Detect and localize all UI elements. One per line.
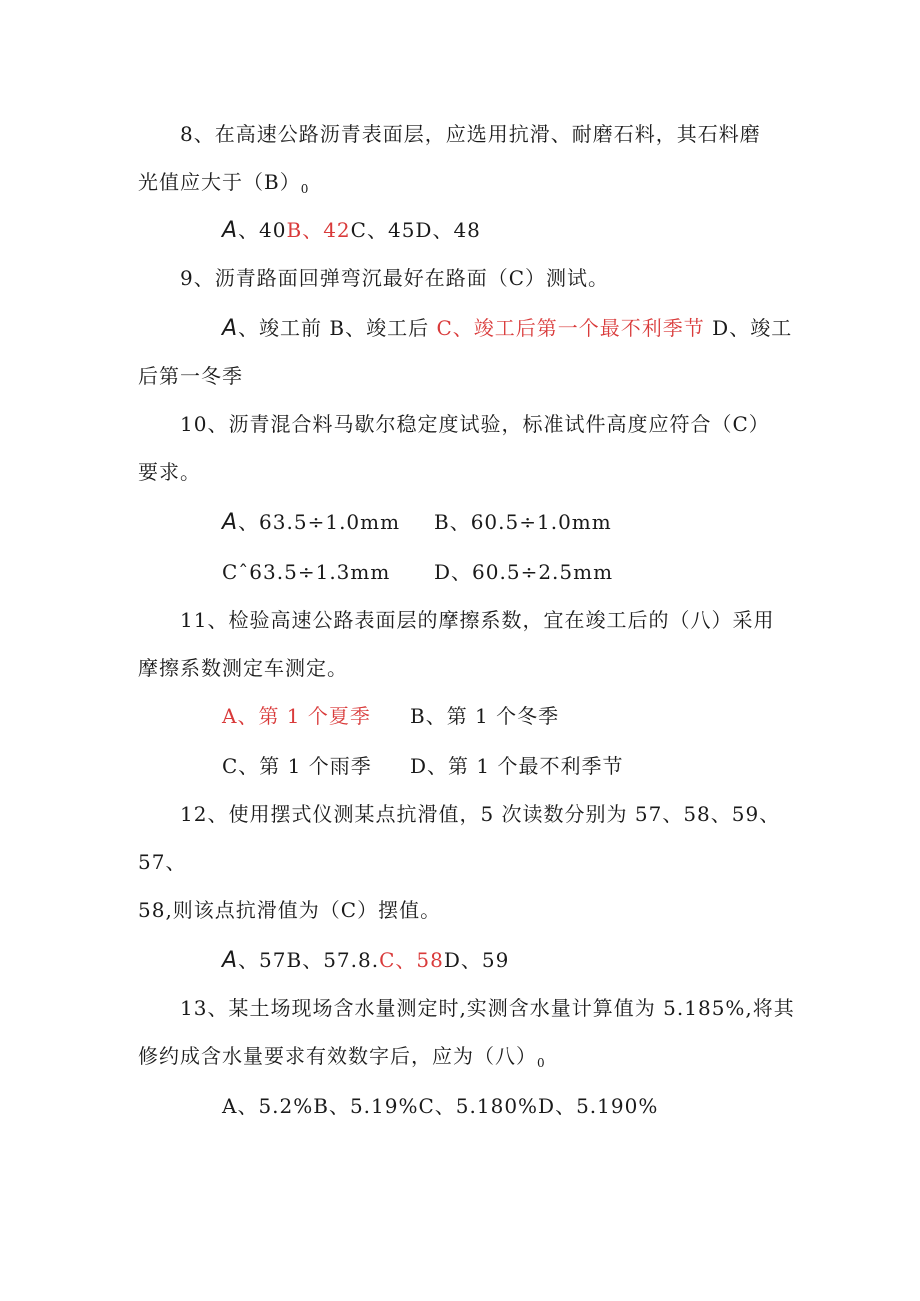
- q11-option-a-answer: A、第 1 个夏季: [222, 704, 371, 728]
- q8-stem-line2-text: 光值应大于（B）: [138, 170, 301, 194]
- q9-option-ab: 、竣工前 B、竣工后: [238, 316, 430, 340]
- q8-options: [222, 216, 481, 245]
- q13-stem-suffix: 0: [537, 1056, 546, 1070]
- q13-stem-line2: [138, 1042, 546, 1077]
- q12-stem-line1: 12、使用摆式仪测某点抗滑值，5 次读数分别为 57、58、59、: [180, 802, 781, 826]
- q8-option-a-letter: A: [222, 218, 239, 243]
- q9-option-a-letter: A: [222, 316, 239, 341]
- q13-stem-line2-text: 修约成含水量要求有效数字后，应为（八）: [138, 1044, 537, 1068]
- q11-option-d: D、第 1 个最不利季节: [410, 754, 624, 778]
- q13-stem-line1: 13、某土场现场含水量测定时,实测含水量计算值为 5.185%,将其: [180, 996, 795, 1020]
- q9-options: [222, 314, 792, 343]
- q8-option-b-answer: B、42: [286, 218, 351, 242]
- q12-options: [222, 946, 509, 975]
- q10-option-b: B、60.5÷1.0mm: [434, 510, 612, 534]
- q8-stem-suffix: 0: [300, 182, 310, 196]
- q11-option-c: C、第 1 个雨季: [222, 754, 372, 778]
- q10-stem-line1: 10、沥青混合料马歇尔稳定度试验，标准试件高度应符合（C）: [180, 412, 770, 436]
- q10-option-a-text: 、63.5÷1.0mm: [238, 510, 401, 534]
- q9-stem-line1: 9、沥青路面回弹弯沉最好在路面（C）测试。: [180, 266, 610, 290]
- q8-stem-line1: 8、在高速公路沥青表面层，应选用抗滑、耐磨石料，其石料磨: [180, 122, 761, 146]
- q9-option-d: D、竣工: [712, 316, 793, 340]
- q8-option-cd: C、45D、48: [350, 218, 481, 242]
- q10-option-d: D、60.5÷2.5mm: [434, 560, 614, 584]
- q12-stem-line2: 57、: [138, 850, 187, 874]
- q12-option-d: D、59: [443, 948, 510, 972]
- q12-option-c-answer: C、58: [379, 948, 444, 972]
- q11-stem-line1: 11、检验高速公路表面层的摩擦系数，宜在竣工后的（八）采用: [180, 608, 775, 632]
- q12-option-ab: 、57B、57.8.: [238, 948, 380, 972]
- q13-options: A、5.2%B、5.19%C、5.180%D、5.190%: [222, 1094, 659, 1118]
- q12-option-a-letter: A: [222, 948, 239, 973]
- q10-option-a-letter: A: [222, 510, 239, 535]
- q11-stem-line2: 摩擦系数测定车测定。: [138, 656, 348, 680]
- q9-option-c-answer: C、竣工后第一个最不利季节: [436, 316, 705, 340]
- q9-option-d-wrap: 后第一冬季: [138, 364, 243, 388]
- q8-option-a: 、40: [238, 218, 287, 242]
- q10-option-a: [222, 508, 400, 537]
- q8-stem-line2: [138, 168, 309, 203]
- q10-option-c: Cˆ63.5÷1.3mm: [222, 560, 391, 584]
- q12-stem-line3: 58,则该点抗滑值为（C）摆值。: [138, 898, 442, 922]
- q11-option-b: B、第 1 个冬季: [410, 704, 560, 728]
- q10-stem-line2: 要求。: [138, 460, 201, 484]
